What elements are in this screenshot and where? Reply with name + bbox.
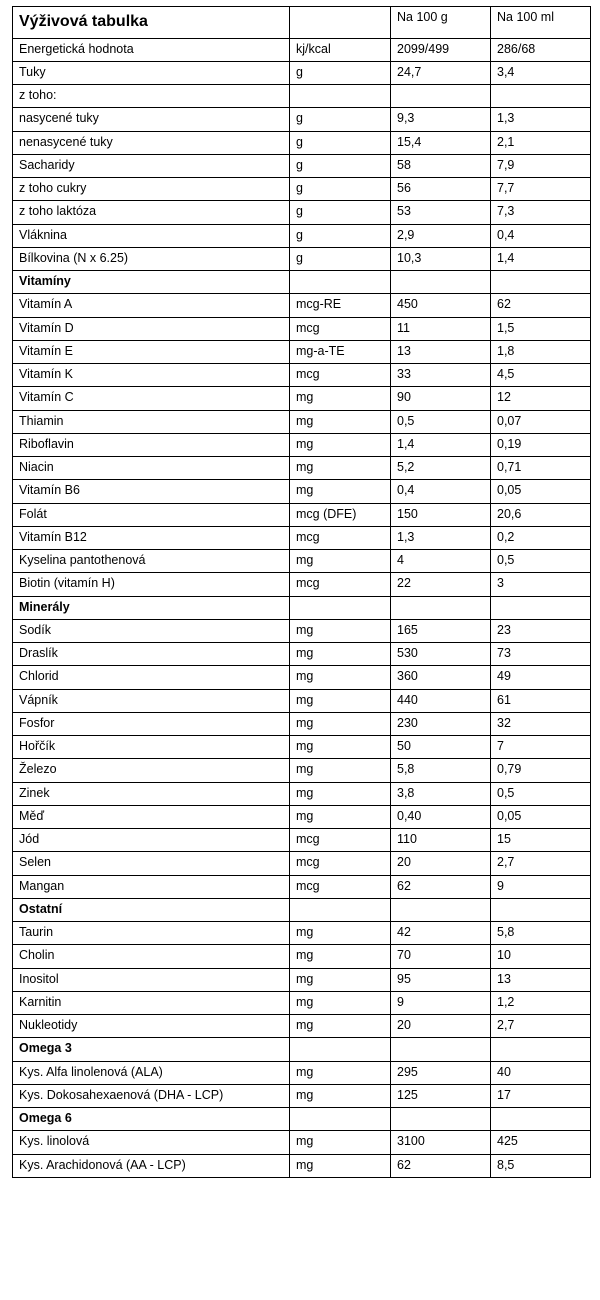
- nutrient-unit: mcg: [290, 526, 391, 549]
- value-per-100g: 125: [391, 1084, 491, 1107]
- table-row: [13, 247, 591, 270]
- nutrient-name: Biotin (vitamín H): [13, 573, 290, 596]
- nutrient-unit: g: [290, 247, 391, 270]
- nutrient-name: Omega 6: [13, 1108, 290, 1131]
- value-per-100ml: 0,05: [491, 805, 591, 828]
- nutrient-name: Kys. Arachidonová (AA - LCP): [13, 1154, 290, 1177]
- nutrient-name: z toho cukry: [13, 178, 290, 201]
- nutrient-unit: mg: [290, 968, 391, 991]
- value-per-100ml: 23: [491, 619, 591, 642]
- table-row: [13, 782, 591, 805]
- table-row: [13, 596, 591, 619]
- nutrient-unit: mg: [290, 480, 391, 503]
- nutrient-name: Kys. linolová: [13, 1131, 290, 1154]
- nutrient-name: Thiamin: [13, 410, 290, 433]
- value-per-100g: [391, 1108, 491, 1131]
- value-per-100ml: [491, 596, 591, 619]
- nutrient-unit: g: [290, 224, 391, 247]
- table-row: [13, 1038, 591, 1061]
- value-per-100g: 10,3: [391, 247, 491, 270]
- nutrient-name: Fosfor: [13, 712, 290, 735]
- value-per-100g: 11: [391, 317, 491, 340]
- value-per-100ml: 7,9: [491, 154, 591, 177]
- nutrient-name: Kyselina pantothenová: [13, 550, 290, 573]
- value-per-100ml: 4,5: [491, 364, 591, 387]
- value-per-100g: 53: [391, 201, 491, 224]
- table-row: [13, 1015, 591, 1038]
- nutrient-name: Sacharidy: [13, 154, 290, 177]
- value-per-100ml: 1,4: [491, 247, 591, 270]
- value-per-100g: 20: [391, 1015, 491, 1038]
- table-row: [13, 503, 591, 526]
- table-row: [13, 619, 591, 642]
- table-row: [13, 433, 591, 456]
- table-row: [13, 1131, 591, 1154]
- nutrient-unit: mg: [290, 457, 391, 480]
- nutrient-name: Vitamín A: [13, 294, 290, 317]
- table-row: [13, 201, 591, 224]
- value-per-100ml: 15: [491, 829, 591, 852]
- nutrient-unit: mg: [290, 922, 391, 945]
- value-per-100ml: 2,7: [491, 852, 591, 875]
- value-per-100ml: 62: [491, 294, 591, 317]
- value-per-100ml: [491, 271, 591, 294]
- value-per-100g: 62: [391, 1154, 491, 1177]
- value-per-100ml: 40: [491, 1061, 591, 1084]
- value-per-100g: 295: [391, 1061, 491, 1084]
- value-per-100g: [391, 1038, 491, 1061]
- nutrient-name: Sodík: [13, 619, 290, 642]
- nutrient-name: Energetická hodnota: [13, 38, 290, 61]
- value-per-100ml: 7,3: [491, 201, 591, 224]
- table-header-row: [13, 7, 591, 39]
- nutrient-name: Minerály: [13, 596, 290, 619]
- value-per-100ml: 425: [491, 1131, 591, 1154]
- table-row: [13, 898, 591, 921]
- value-per-100g: 9: [391, 991, 491, 1014]
- table-row: [13, 85, 591, 108]
- table-row: [13, 643, 591, 666]
- value-per-100g: 62: [391, 875, 491, 898]
- value-per-100g: 110: [391, 829, 491, 852]
- nutrient-name: Selen: [13, 852, 290, 875]
- nutrient-name: Cholin: [13, 945, 290, 968]
- value-per-100g: 3,8: [391, 782, 491, 805]
- value-per-100ml: 7,7: [491, 178, 591, 201]
- nutrient-name: Nukleotidy: [13, 1015, 290, 1038]
- value-per-100ml: 1,3: [491, 108, 591, 131]
- value-per-100ml: 0,07: [491, 410, 591, 433]
- value-per-100ml: 3,4: [491, 61, 591, 84]
- nutrient-unit: mcg-RE: [290, 294, 391, 317]
- table-row: [13, 829, 591, 852]
- value-per-100ml: 0,19: [491, 433, 591, 456]
- nutrient-name: Omega 3: [13, 1038, 290, 1061]
- nutrient-name: Tuky: [13, 61, 290, 84]
- nutrient-name: Vitamín C: [13, 387, 290, 410]
- nutrient-unit: mcg: [290, 829, 391, 852]
- value-per-100ml: 9: [491, 875, 591, 898]
- value-per-100g: 70: [391, 945, 491, 968]
- value-per-100ml: 12: [491, 387, 591, 410]
- table-row: [13, 1061, 591, 1084]
- value-per-100g: 95: [391, 968, 491, 991]
- value-per-100ml: 2,7: [491, 1015, 591, 1038]
- nutrient-name: Kys. Dokosahexaenová (DHA - LCP): [13, 1084, 290, 1107]
- table-row: [13, 689, 591, 712]
- table-row: [13, 573, 591, 596]
- nutrient-unit: mcg: [290, 852, 391, 875]
- value-per-100g: 360: [391, 666, 491, 689]
- value-per-100ml: 49: [491, 666, 591, 689]
- value-per-100ml: 286/68: [491, 38, 591, 61]
- table-row: [13, 271, 591, 294]
- value-per-100g: 530: [391, 643, 491, 666]
- value-per-100g: 1,3: [391, 526, 491, 549]
- nutrient-unit: mg: [290, 945, 391, 968]
- value-per-100ml: 61: [491, 689, 591, 712]
- nutrient-name: Kys. Alfa linolenová (ALA): [13, 1061, 290, 1084]
- value-per-100g: [391, 898, 491, 921]
- nutrient-unit: mg: [290, 759, 391, 782]
- table-header: [13, 7, 591, 39]
- value-per-100g: 90: [391, 387, 491, 410]
- nutrient-unit: mg: [290, 666, 391, 689]
- value-per-100g: 2099/499: [391, 38, 491, 61]
- value-per-100g: 2,9: [391, 224, 491, 247]
- nutrient-name: Ostatní: [13, 898, 290, 921]
- nutrient-unit: [290, 85, 391, 108]
- value-per-100ml: [491, 1038, 591, 1061]
- nutrient-unit: mg: [290, 433, 391, 456]
- value-per-100ml: 10: [491, 945, 591, 968]
- value-per-100g: 150: [391, 503, 491, 526]
- table-row: [13, 550, 591, 573]
- table-row: [13, 1154, 591, 1177]
- value-per-100g: [391, 85, 491, 108]
- nutrition-table: [12, 6, 591, 1178]
- nutrient-unit: g: [290, 108, 391, 131]
- value-per-100g: 33: [391, 364, 491, 387]
- nutrient-unit: [290, 271, 391, 294]
- nutrient-name: nenasycené tuky: [13, 131, 290, 154]
- nutrient-name: Karnitin: [13, 991, 290, 1014]
- value-per-100g: 230: [391, 712, 491, 735]
- value-per-100g: 58: [391, 154, 491, 177]
- table-row: [13, 387, 591, 410]
- nutrient-unit: mcg: [290, 317, 391, 340]
- value-per-100g: 24,7: [391, 61, 491, 84]
- nutrient-unit: mg: [290, 1061, 391, 1084]
- nutrient-name: Vitamíny: [13, 271, 290, 294]
- nutrient-unit: mg: [290, 550, 391, 573]
- value-per-100g: 15,4: [391, 131, 491, 154]
- table-row: [13, 38, 591, 61]
- value-per-100ml: [491, 85, 591, 108]
- nutrient-unit: g: [290, 61, 391, 84]
- value-per-100ml: 32: [491, 712, 591, 735]
- value-per-100ml: [491, 898, 591, 921]
- table-row: [13, 852, 591, 875]
- table-row: [13, 1108, 591, 1131]
- value-per-100ml: 2,1: [491, 131, 591, 154]
- nutrient-unit: [290, 1038, 391, 1061]
- nutrient-unit: mg: [290, 1084, 391, 1107]
- nutrient-name: Hořčík: [13, 736, 290, 759]
- value-per-100ml: 1,2: [491, 991, 591, 1014]
- table-row: [13, 666, 591, 689]
- table-row: [13, 712, 591, 735]
- value-per-100ml: 73: [491, 643, 591, 666]
- table-row: [13, 991, 591, 1014]
- value-per-100ml: 1,8: [491, 340, 591, 363]
- value-per-100g: [391, 596, 491, 619]
- nutrient-unit: mg: [290, 643, 391, 666]
- table-row: [13, 922, 591, 945]
- value-per-100g: 42: [391, 922, 491, 945]
- nutrient-unit: g: [290, 154, 391, 177]
- table-row: [13, 945, 591, 968]
- value-per-100g: 5,2: [391, 457, 491, 480]
- table-row: [13, 968, 591, 991]
- nutrient-name: Draslík: [13, 643, 290, 666]
- nutrient-name: Vápník: [13, 689, 290, 712]
- value-per-100g: 4: [391, 550, 491, 573]
- table-row: [13, 805, 591, 828]
- nutrient-name: Vitamín B6: [13, 480, 290, 503]
- nutrient-unit: mg: [290, 689, 391, 712]
- value-per-100ml: 8,5: [491, 1154, 591, 1177]
- column-header-unit: [290, 7, 391, 39]
- value-per-100g: 5,8: [391, 759, 491, 782]
- nutrient-name: Bílkovina (N x 6.25): [13, 247, 290, 270]
- nutrient-name: Chlorid: [13, 666, 290, 689]
- nutrient-unit: mcg: [290, 364, 391, 387]
- nutrient-unit: mg: [290, 805, 391, 828]
- nutrient-name: Vitamín E: [13, 340, 290, 363]
- nutrient-name: z toho laktóza: [13, 201, 290, 224]
- value-per-100ml: 13: [491, 968, 591, 991]
- nutrient-unit: mcg (DFE): [290, 503, 391, 526]
- page-title: Výživová tabulka: [13, 7, 290, 39]
- nutrient-unit: mcg: [290, 573, 391, 596]
- table-row: [13, 61, 591, 84]
- table-row: [13, 526, 591, 549]
- table-row: [13, 178, 591, 201]
- value-per-100g: 20: [391, 852, 491, 875]
- value-per-100g: 13: [391, 340, 491, 363]
- table-row: [13, 317, 591, 340]
- nutrient-unit: mg: [290, 387, 391, 410]
- nutrient-name: Jód: [13, 829, 290, 852]
- nutrient-unit: g: [290, 131, 391, 154]
- value-per-100g: 165: [391, 619, 491, 642]
- table-row: [13, 224, 591, 247]
- value-per-100ml: 0,05: [491, 480, 591, 503]
- nutrient-unit: mg-a-TE: [290, 340, 391, 363]
- nutrient-name: Vitamín D: [13, 317, 290, 340]
- nutrient-name: Zinek: [13, 782, 290, 805]
- nutrient-name: Mangan: [13, 875, 290, 898]
- nutrient-name: Vitamín B12: [13, 526, 290, 549]
- nutrient-name: Železo: [13, 759, 290, 782]
- column-header-per-100ml: Na 100 ml: [491, 7, 591, 39]
- value-per-100g: 440: [391, 689, 491, 712]
- value-per-100g: 0,5: [391, 410, 491, 433]
- table-row: [13, 410, 591, 433]
- nutrient-name: Měď: [13, 805, 290, 828]
- table-row: [13, 457, 591, 480]
- nutrient-unit: mg: [290, 1154, 391, 1177]
- table-row: [13, 364, 591, 387]
- nutrient-unit: mg: [290, 410, 391, 433]
- table-row: [13, 340, 591, 363]
- value-per-100g: 56: [391, 178, 491, 201]
- nutrient-name: Vitamín K: [13, 364, 290, 387]
- nutrient-name: Niacin: [13, 457, 290, 480]
- table-body: [13, 38, 591, 1177]
- value-per-100ml: 3: [491, 573, 591, 596]
- value-per-100g: 1,4: [391, 433, 491, 456]
- value-per-100g: 0,4: [391, 480, 491, 503]
- value-per-100ml: 5,8: [491, 922, 591, 945]
- table-row: [13, 108, 591, 131]
- value-per-100g: 22: [391, 573, 491, 596]
- table-row: [13, 131, 591, 154]
- value-per-100ml: 20,6: [491, 503, 591, 526]
- nutrient-unit: g: [290, 178, 391, 201]
- nutrient-unit: mg: [290, 619, 391, 642]
- value-per-100ml: 0,5: [491, 550, 591, 573]
- value-per-100ml: 0,71: [491, 457, 591, 480]
- table-row: [13, 736, 591, 759]
- nutrient-unit: mg: [290, 736, 391, 759]
- value-per-100ml: 7: [491, 736, 591, 759]
- nutrient-name: nasycené tuky: [13, 108, 290, 131]
- table-row: [13, 759, 591, 782]
- nutrient-name: z toho:: [13, 85, 290, 108]
- value-per-100g: 0,40: [391, 805, 491, 828]
- value-per-100g: 3100: [391, 1131, 491, 1154]
- nutrient-unit: g: [290, 201, 391, 224]
- value-per-100ml: 1,5: [491, 317, 591, 340]
- table-row: [13, 294, 591, 317]
- nutrient-unit: mg: [290, 712, 391, 735]
- nutrient-unit: mg: [290, 991, 391, 1014]
- value-per-100ml: [491, 1108, 591, 1131]
- table-row: [13, 875, 591, 898]
- nutrient-unit: [290, 596, 391, 619]
- value-per-100ml: 17: [491, 1084, 591, 1107]
- value-per-100g: 50: [391, 736, 491, 759]
- nutrient-name: Folát: [13, 503, 290, 526]
- value-per-100ml: 0,2: [491, 526, 591, 549]
- table-row: [13, 1084, 591, 1107]
- nutrient-unit: mg: [290, 1131, 391, 1154]
- nutrient-name: Inositol: [13, 968, 290, 991]
- nutrient-unit: [290, 898, 391, 921]
- value-per-100g: [391, 271, 491, 294]
- nutrient-name: Vláknina: [13, 224, 290, 247]
- nutrient-unit: mg: [290, 1015, 391, 1038]
- nutrient-unit: kj/kcal: [290, 38, 391, 61]
- nutrient-name: Riboflavin: [13, 433, 290, 456]
- value-per-100ml: 0,5: [491, 782, 591, 805]
- column-header-per-100g: Na 100 g: [391, 7, 491, 39]
- nutrient-name: Taurin: [13, 922, 290, 945]
- nutrient-unit: mcg: [290, 875, 391, 898]
- nutrient-unit: mg: [290, 782, 391, 805]
- value-per-100g: 9,3: [391, 108, 491, 131]
- table-row: [13, 480, 591, 503]
- value-per-100ml: 0,79: [491, 759, 591, 782]
- value-per-100ml: 0,4: [491, 224, 591, 247]
- nutrient-unit: [290, 1108, 391, 1131]
- value-per-100g: 450: [391, 294, 491, 317]
- table-row: [13, 154, 591, 177]
